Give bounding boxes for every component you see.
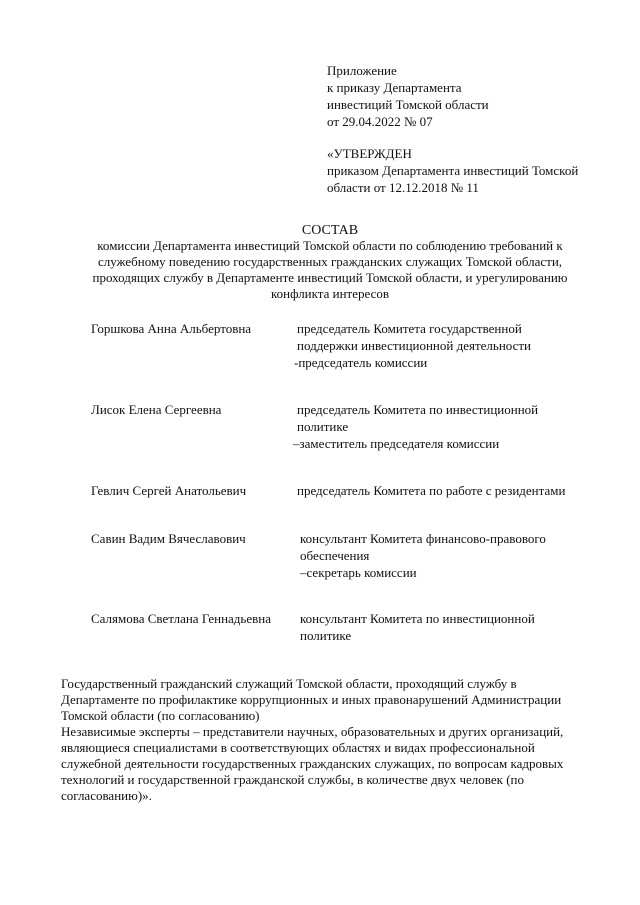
member-name: Савин Вадим Вячеславович — [91, 531, 246, 546]
role-line: председатель Комитета по инвестиционной — [297, 402, 539, 417]
member-name: Салямова Светлана Геннадьевна — [91, 611, 271, 626]
appendix-block — [327, 62, 617, 130]
appendix-line: от 29.04.2022 № 07 — [327, 114, 433, 129]
appendix-line: инвестиций Томской области — [327, 97, 489, 112]
subtitle-line: проходящих службу в Департаменте инвестиций Томской области, и урегулированию — [92, 270, 568, 285]
appendix-line: к приказу Департамента — [327, 80, 462, 95]
footer-line: Государственный гражданский служащий Томской области, проходящий службу в — [61, 676, 517, 691]
role-line: политике — [300, 628, 352, 643]
document-subtitle — [56, 238, 604, 302]
member-name: Лисок Елена Сергеевна — [91, 402, 222, 417]
role-line: –секретарь комиссии — [300, 565, 417, 580]
role-line: председатель Комитета государственной — [297, 321, 522, 336]
footer-line: согласованию)». — [61, 788, 152, 803]
member-role — [294, 320, 617, 371]
member-role — [300, 610, 620, 644]
subtitle-line: конфликта интересов — [270, 286, 390, 301]
approval-line: «УТВЕРЖДЕН — [327, 146, 412, 161]
footer-line: служебной деятельности государственных гражданских служащих, по вопросам кадровых — [61, 756, 564, 771]
approval-block — [327, 145, 617, 196]
role-line: консультант Комитета по инвестиционной — [300, 611, 535, 626]
footer-line: Независимые эксперты – представители научных, образовательных и других организаций, — [61, 724, 564, 739]
member-name: Горшкова Анна Альбертовна — [91, 321, 252, 336]
subtitle-line: служебному поведению государственных гражданских служащих Томской области, — [97, 254, 563, 269]
document-title: СОСТАВ — [301, 223, 359, 238]
footer-line: являющиеся специалистами в соответствующих областях и видах профессиональной — [61, 740, 535, 755]
role-line: поддержки инвестиционной деятельности — [297, 338, 532, 353]
member-name: Гевлич Сергей Анатольевич — [91, 483, 247, 498]
role-line: обеспечения — [300, 548, 370, 563]
footer-paragraphs — [61, 676, 621, 804]
appendix-line: Приложение — [327, 63, 397, 78]
role-line: -председатель комиссии — [294, 355, 428, 370]
role-line: политике — [297, 419, 349, 434]
role-line: консультант Комитета финансово-правового — [300, 531, 546, 546]
approval-line: приказом Департамента инвестиций Томской — [327, 163, 579, 178]
subtitle-line: комиссии Департамента инвестиций Томской области по соблюдению требований к — [97, 238, 563, 253]
role-line: –заместитель председателя комиссии — [293, 436, 500, 451]
role-line: председатель Комитета по работе с резидентами — [297, 483, 566, 498]
footer-line: Томской области (по согласованию) — [61, 708, 260, 723]
footer-line: технологий и государственной гражданской службы, в количестве двух человек (по — [61, 772, 524, 787]
member-role — [297, 482, 617, 499]
member-role — [293, 401, 617, 452]
member-role — [300, 530, 620, 581]
approval-line: области от 12.12.2018 № 11 — [327, 180, 479, 195]
footer-line: Департаменте по профилактике коррупционных и иных правонарушений Администрации — [61, 692, 562, 707]
